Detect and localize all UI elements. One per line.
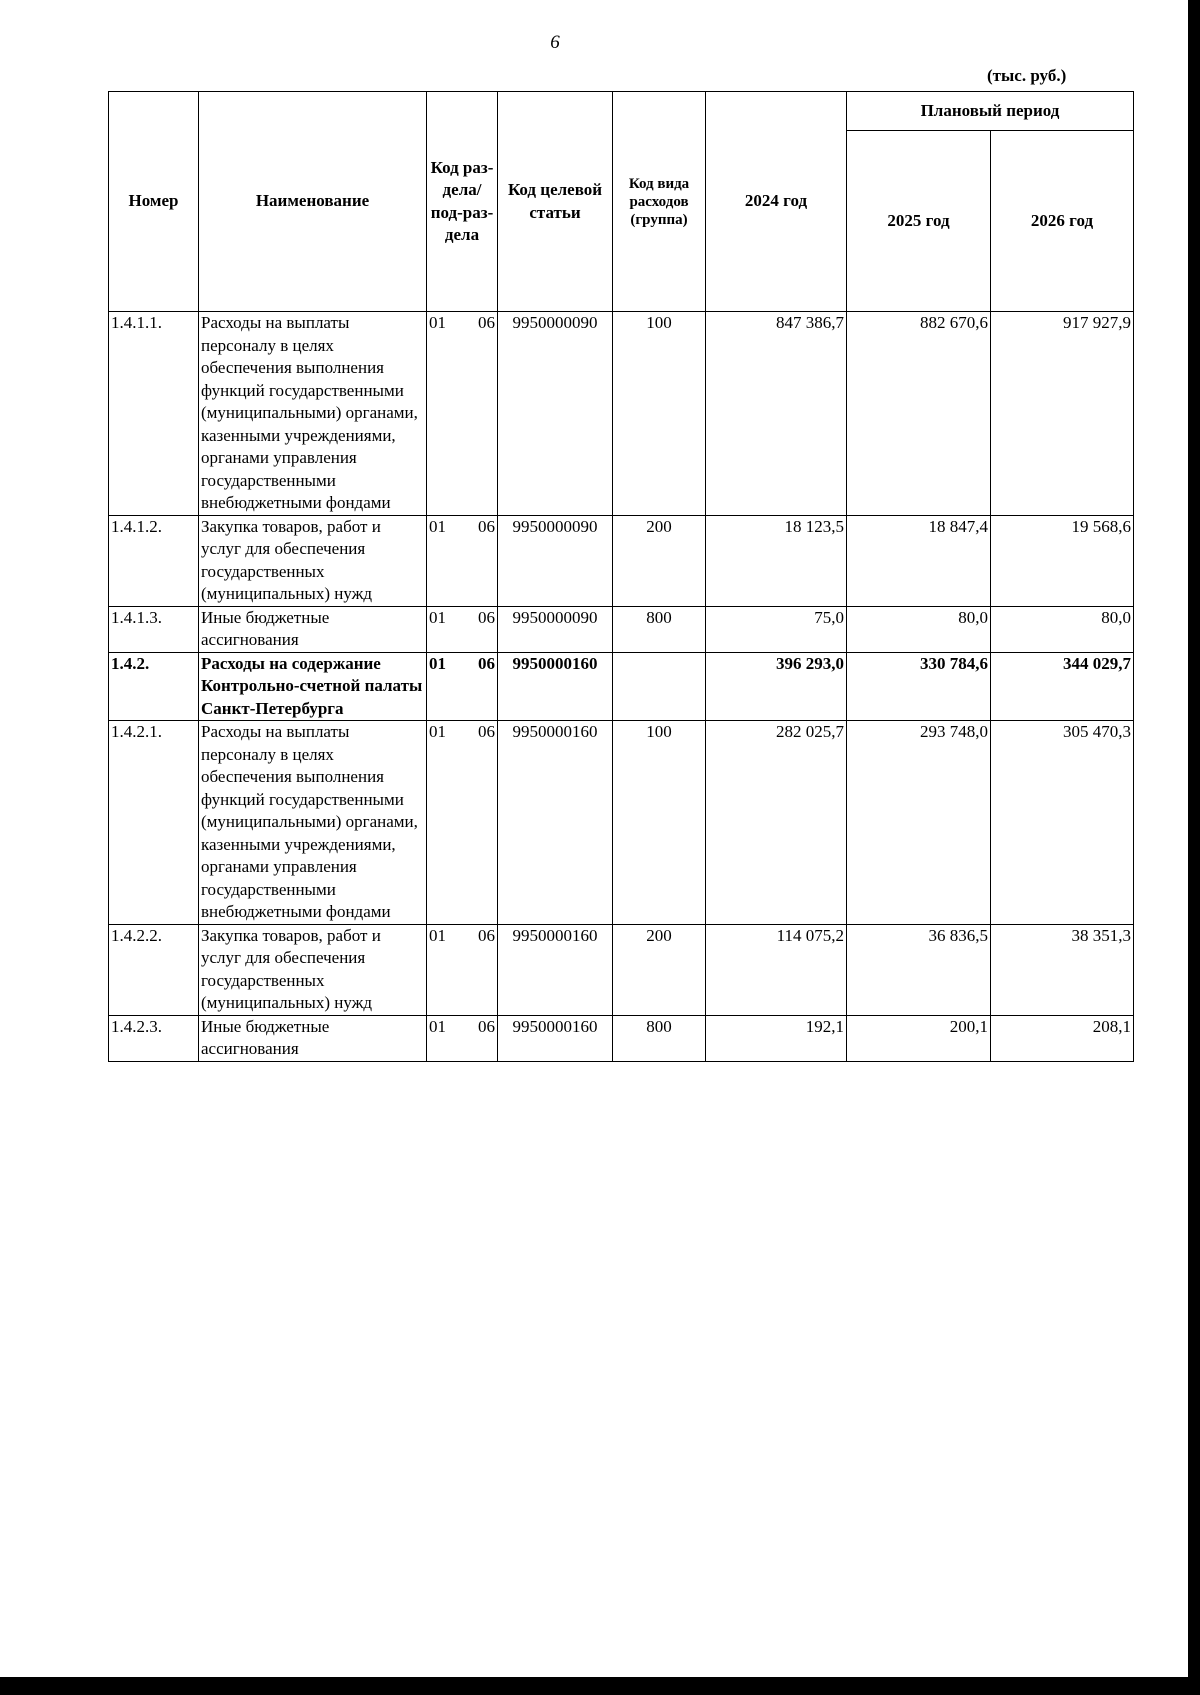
row-expense-group: 200	[613, 515, 706, 606]
table-row	[109, 924, 1134, 1015]
row-expense-group	[613, 652, 706, 721]
subsection-code: 06	[478, 653, 495, 673]
header-section-code: Код раз-дела/ под-раз-дела	[427, 92, 498, 312]
section-code: 01	[429, 607, 446, 627]
page-number: 6	[550, 32, 560, 53]
row-value-2025: 200,1	[847, 1015, 991, 1061]
subsection-code: 06	[478, 722, 495, 741]
table-row	[109, 606, 1134, 652]
row-value-2024: 847 386,7	[706, 312, 847, 516]
header-number: Номер	[109, 92, 199, 312]
subsection-code: 06	[478, 1016, 495, 1036]
row-target-code: 9950000160	[498, 652, 613, 721]
section-code: 01	[429, 653, 446, 673]
units-label: (тыс. руб.)	[987, 66, 1067, 85]
row-section-code	[427, 652, 498, 721]
row-number: 1.4.2.	[109, 652, 199, 721]
row-value-2024: 396 293,0	[706, 652, 847, 721]
row-value-2025: 293 748,0	[847, 721, 991, 925]
row-target-code: 9950000160	[498, 721, 613, 925]
row-name: Расходы на выплаты персоналу в целях обеспечения выполнения функций государственными (муниципальными) органами, казенными учреждениями, органами управления государственными внебюджетными фондами	[199, 721, 427, 925]
section-code: 01	[429, 516, 446, 536]
row-value-2026: 38 351,3	[991, 924, 1134, 1015]
row-number: 1.4.1.3.	[109, 606, 199, 652]
table-row	[109, 652, 1134, 721]
row-expense-group: 100	[613, 721, 706, 925]
row-value-2025: 882 670,6	[847, 312, 991, 516]
header-planned-period: Плановый период	[847, 92, 1134, 131]
row-value-2025: 330 784,6	[847, 652, 991, 721]
row-value-2025: 36 836,5	[847, 924, 991, 1015]
section-code: 01	[429, 313, 446, 332]
row-value-2024: 282 025,7	[706, 721, 847, 925]
row-target-code: 9950000090	[498, 515, 613, 606]
row-target-code: 9950000090	[498, 606, 613, 652]
row-number: 1.4.2.3.	[109, 1015, 199, 1061]
table-row	[109, 1015, 1134, 1061]
table-row	[109, 721, 1134, 925]
row-expense-group: 200	[613, 924, 706, 1015]
row-expense-group: 800	[613, 1015, 706, 1061]
row-value-2024: 192,1	[706, 1015, 847, 1061]
row-expense-group: 800	[613, 606, 706, 652]
row-expense-group: 100	[613, 312, 706, 516]
row-value-2026: 305 470,3	[991, 721, 1134, 925]
header-target-code: Код целевой статьи	[498, 92, 613, 312]
section-code: 01	[429, 925, 446, 945]
row-name: Закупка товаров, работ и услуг для обеспечения государственных (муниципальных) нужд	[199, 924, 427, 1015]
header-expense-group: Код вида расходов (группа)	[613, 92, 706, 312]
row-target-code: 9950000160	[498, 1015, 613, 1061]
row-value-2025: 80,0	[847, 606, 991, 652]
row-value-2026: 917 927,9	[991, 312, 1134, 516]
scan-edge-right	[1188, 0, 1200, 1695]
row-value-2025: 18 847,4	[847, 515, 991, 606]
section-code: 01	[429, 722, 446, 741]
header-year-2026: 2026 год	[991, 131, 1134, 312]
row-target-code: 9950000160	[498, 924, 613, 1015]
budget-table	[108, 91, 1134, 1062]
row-value-2024: 114 075,2	[706, 924, 847, 1015]
header-name: Наименование	[199, 92, 427, 312]
header-year-2024: 2024 год	[706, 92, 847, 312]
row-value-2026: 19 568,6	[991, 515, 1134, 606]
row-name: Расходы на содержание Контрольно-счетной палаты Санкт-Петербурга	[199, 652, 427, 721]
row-section-code	[427, 606, 498, 652]
row-name: Расходы на выплаты персоналу в целях обеспечения выполнения функций государственными (муниципальными) органами, казенными учреждениями, органами управления государственными внебюджетными фондами	[199, 312, 427, 516]
row-value-2024: 18 123,5	[706, 515, 847, 606]
row-section-code	[427, 924, 498, 1015]
header-year-2025: 2025 год	[847, 131, 991, 312]
row-section-code	[427, 515, 498, 606]
table-row	[109, 312, 1134, 516]
subsection-code: 06	[478, 516, 495, 536]
row-name: Иные бюджетные ассигнования	[199, 1015, 427, 1061]
row-section-code	[427, 312, 498, 516]
row-name: Закупка товаров, работ и услуг для обеспечения государственных (муниципальных) нужд	[199, 515, 427, 606]
row-value-2024: 75,0	[706, 606, 847, 652]
row-value-2026: 344 029,7	[991, 652, 1134, 721]
subsection-code: 06	[478, 925, 495, 945]
scan-edge-bottom	[0, 1677, 1200, 1695]
subsection-code: 06	[478, 313, 495, 332]
row-target-code: 9950000090	[498, 312, 613, 516]
row-value-2026: 208,1	[991, 1015, 1134, 1061]
row-name: Иные бюджетные ассигнования	[199, 606, 427, 652]
subsection-code: 06	[478, 607, 495, 627]
row-section-code	[427, 721, 498, 925]
section-code: 01	[429, 1016, 446, 1036]
row-number: 1.4.1.2.	[109, 515, 199, 606]
table-row	[109, 515, 1134, 606]
row-section-code	[427, 1015, 498, 1061]
row-number: 1.4.2.2.	[109, 924, 199, 1015]
row-number: 1.4.1.1.	[109, 312, 199, 516]
row-value-2026: 80,0	[991, 606, 1134, 652]
row-number: 1.4.2.1.	[109, 721, 199, 925]
